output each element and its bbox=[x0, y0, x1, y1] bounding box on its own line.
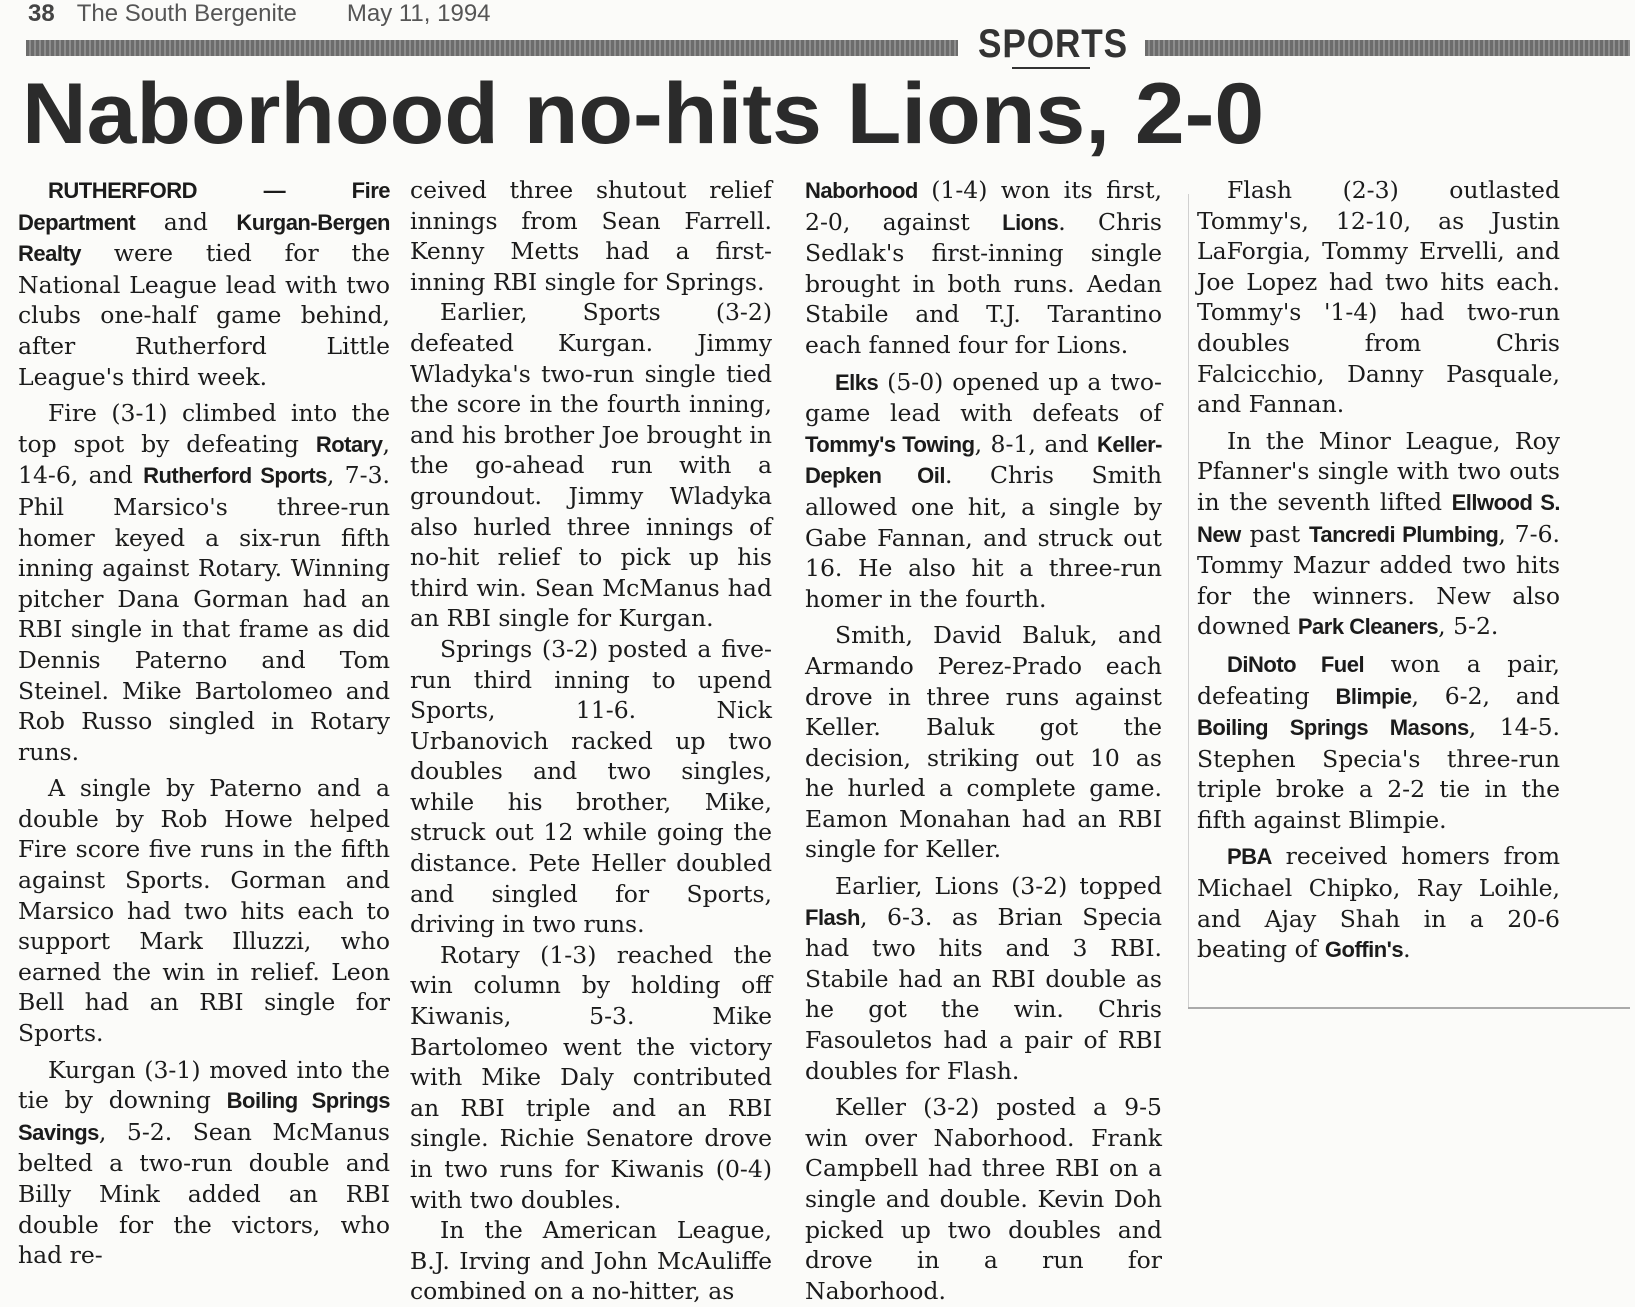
paragraph-text: , 14-6, and bbox=[18, 429, 390, 490]
article-paragraph bbox=[18, 398, 390, 767]
bold-name: Tancredi Plumbing bbox=[1309, 521, 1499, 547]
paragraph-text: , 6-3. as Brian Specia had two hits and 3 RBI. Stabile had an RBI double as he got the win. Chris Fasouletos had a pair of RBI doubles for Flash. bbox=[805, 902, 1162, 1085]
bold-name: Lions bbox=[1002, 209, 1059, 235]
bold-name: DiNoto Fuel bbox=[1227, 651, 1365, 677]
bold-name: Naborhood bbox=[805, 178, 918, 203]
paragraph-text: Fire (3-1) climbed into the top spot by defeating bbox=[18, 399, 390, 458]
article-paragraph bbox=[1197, 426, 1560, 643]
article-column-2 bbox=[410, 175, 772, 1307]
bold-name: Ellwood S. New bbox=[1197, 489, 1560, 547]
bold-name: RUTHERFORD — Fire Department bbox=[18, 178, 390, 235]
column-divider bbox=[1188, 194, 1189, 1009]
masthead bbox=[28, 0, 491, 32]
paragraph-text: and bbox=[135, 207, 237, 236]
paragraph-text: Keller (3-2) posted a 9-5 win over Naborhood. Frank Campbell had three RBI on a single and double. Kevin Doh picked up two doubles and drove in a run for Naborhood. bbox=[805, 1093, 1162, 1305]
bold-name: Keller-Depken Oil bbox=[805, 431, 1162, 489]
paragraph-text: In the American League, B.J. Irving and John McAuliffe combined on a no-hitter, as bbox=[410, 1216, 772, 1306]
paragraph-text: , 7-6. Tommy Mazur added two hits for the winners. New also downed bbox=[1197, 519, 1560, 641]
article-paragraph bbox=[805, 620, 1162, 865]
bold-name: Flash bbox=[805, 904, 860, 930]
headline: Naborhood no-hits Lions, 2-0 bbox=[22, 66, 1265, 162]
paragraph-text: , 14-5. Stephen Specia's three-run triple broke a 2-2 tie in the fifth against Blimpie. bbox=[1197, 713, 1560, 834]
article-paragraph bbox=[1197, 649, 1560, 836]
paragraph-text: , 6-2, and bbox=[1411, 681, 1560, 710]
paragraph-text: Kurgan (3-1) moved into the tie by downing bbox=[18, 1055, 390, 1115]
paragraph-text: received homers from Michael Chipko, Ray Loihle, and Ajay Shah in a 20-6 beating of bbox=[1197, 842, 1560, 964]
article-paragraph bbox=[1197, 175, 1560, 420]
paragraph-text: A single by Paterno and a double by Rob Howe helped Fire score five runs in the fifth against Sports. Gorman and Marsico had two hits each to support Mark Illuzzi, who earned the win in relief. Leon Bell had an RBI single for Sports. bbox=[18, 774, 390, 1048]
article-paragraph bbox=[410, 175, 772, 297]
article-paragraph bbox=[1197, 841, 1560, 965]
bold-name: PBA bbox=[1227, 844, 1272, 870]
paragraph-text: In the Minor League, Roy Pfanner's single with two outs in the seventh lifted bbox=[1197, 426, 1560, 516]
bold-name: Elks bbox=[835, 369, 879, 395]
bold-name: Boiling Springs Savings bbox=[18, 1088, 390, 1145]
article-paragraph bbox=[805, 1092, 1162, 1306]
article-paragraph bbox=[805, 367, 1162, 615]
bold-name: Blimpie bbox=[1335, 683, 1412, 709]
paragraph-text: were tied for the National League lead with two clubs one-half game behind, after Rutherford Little League's third week. bbox=[18, 239, 390, 391]
paragraph-text: . Chris Smith allowed one hit, a single by Gabe Fannan, and struck out 16. He also hit a three-run homer in the fourth. bbox=[805, 461, 1163, 613]
paragraph-text: Earlier, Lions (3-2) topped bbox=[835, 872, 1162, 901]
paragraph-text: Rotary (1-3) reached the win column by holding off Kiwanis, 5-3. Mike Bartolomeo went the victory with Mike Daly contributed an RBI triple and an RBI single. Richie Senatore drove in two runs for Kiwanis (0-4) with two doubles. bbox=[410, 940, 772, 1214]
paragraph-text: ceived three shutout relief innings from Sean Farrell. Kenny Metts had a first-inning RBI single for Springs. bbox=[410, 176, 772, 296]
bold-name: Rutherford Sports bbox=[143, 463, 327, 489]
bold-name: Goffin's bbox=[1324, 937, 1404, 963]
paragraph-text: , 5-2. bbox=[1438, 612, 1499, 641]
paragraph-text: (1-4) won its first, 2-0, against bbox=[805, 176, 1162, 236]
paragraph-text: won a pair, defeating bbox=[1197, 649, 1560, 710]
article-paragraph bbox=[410, 634, 772, 940]
paragraph-text: (5-0) opened up a two-game lead with defeats of bbox=[805, 367, 1162, 428]
bold-name: Kurgan-Bergen Realty bbox=[18, 209, 390, 267]
paragraph-text: , 5-2. Sean McManus belted a two-run double and Billy Mink added an RBI double for the victors, who had re- bbox=[18, 1117, 390, 1270]
page-number: 38 bbox=[28, 0, 55, 27]
article-paragraph bbox=[18, 175, 390, 392]
article-paragraph bbox=[410, 940, 772, 1215]
bold-name: Park Cleaners bbox=[1297, 614, 1439, 640]
article-paragraph bbox=[18, 773, 390, 1048]
paragraph-text: , 7-3. Phil Marsico's three-run homer keyed a six-run fifth inning against Rotary. Winning pitcher Dana Gorman had an RBI single in that frame as did Dennis Paterno and Tom Steinel. Mike Bartolomeo and Rob Russo singled in Rotary runs. bbox=[18, 461, 390, 766]
paragraph-text: . Chris Sedlak's first-inning single brought in both runs. Aedan Stabile and T.J. Tarantino each fanned four for Lions. bbox=[805, 207, 1162, 359]
section-label: SPORTS bbox=[978, 22, 1129, 66]
article-paragraph bbox=[410, 297, 772, 634]
article-end-rule bbox=[1188, 1007, 1630, 1009]
paragraph-text: . bbox=[1403, 935, 1411, 964]
bold-name: Boiling Springs Masons bbox=[1197, 715, 1469, 741]
section-rule-right bbox=[1145, 40, 1630, 56]
article-paragraph bbox=[410, 1215, 772, 1307]
article-column-1 bbox=[18, 175, 390, 1271]
section-rule-left bbox=[26, 40, 958, 56]
article-paragraph bbox=[805, 871, 1162, 1086]
paragraph-text: Earlier, Sports (3-2) defeated Kurgan. Jimmy Wladyka's two-run single tied the score in the fourth inning, and his brother Joe brought in the go-ahead run with a groundout. Jimmy Wladyka also hurled three innings of no-hit relief to pick up his third win. Sean McManus had an RBI single for Kurgan. bbox=[410, 298, 772, 633]
bold-name: Rotary bbox=[315, 431, 383, 457]
article-column-4 bbox=[1197, 175, 1560, 966]
paper-name: The South Bergenite bbox=[76, 0, 297, 27]
paragraph-text: , 8-1, and bbox=[974, 429, 1098, 458]
paragraph-text: Flash (2-3) outlasted Tommy's, 12-10, as Justin LaForgia, Tommy Ervelli, and Joe Lopez had two hits each. Tommy's '1-4) had two-run doubles from Chris Falcicchio, Danny Pasquale, and Fannan. bbox=[1197, 176, 1560, 419]
paragraph-text: Smith, David Baluk, and Armando Perez-Prado each drove in three runs against Keller. Baluk got the decision, striking out 10 as he hurled a complete game. Eamon Monahan had an RBI single for Keller. bbox=[805, 621, 1162, 864]
paragraph-text: Springs (3-2) posted a five-run third inning to upend Sports, 11-6. Nick Urbanovich racked up two doubles and two singles, while his brother, Mike, struck out 12 while going the distance. Pete Heller doubled and singled for Sports, driving in two runs. bbox=[410, 634, 772, 939]
issue-date: May 11, 1994 bbox=[346, 0, 491, 27]
article-paragraph bbox=[805, 175, 1162, 361]
paragraph-text: past bbox=[1240, 519, 1310, 548]
bold-name: Tommy's Towing bbox=[805, 431, 975, 457]
article-paragraph bbox=[18, 1055, 390, 1271]
article-column-3 bbox=[805, 175, 1162, 1306]
